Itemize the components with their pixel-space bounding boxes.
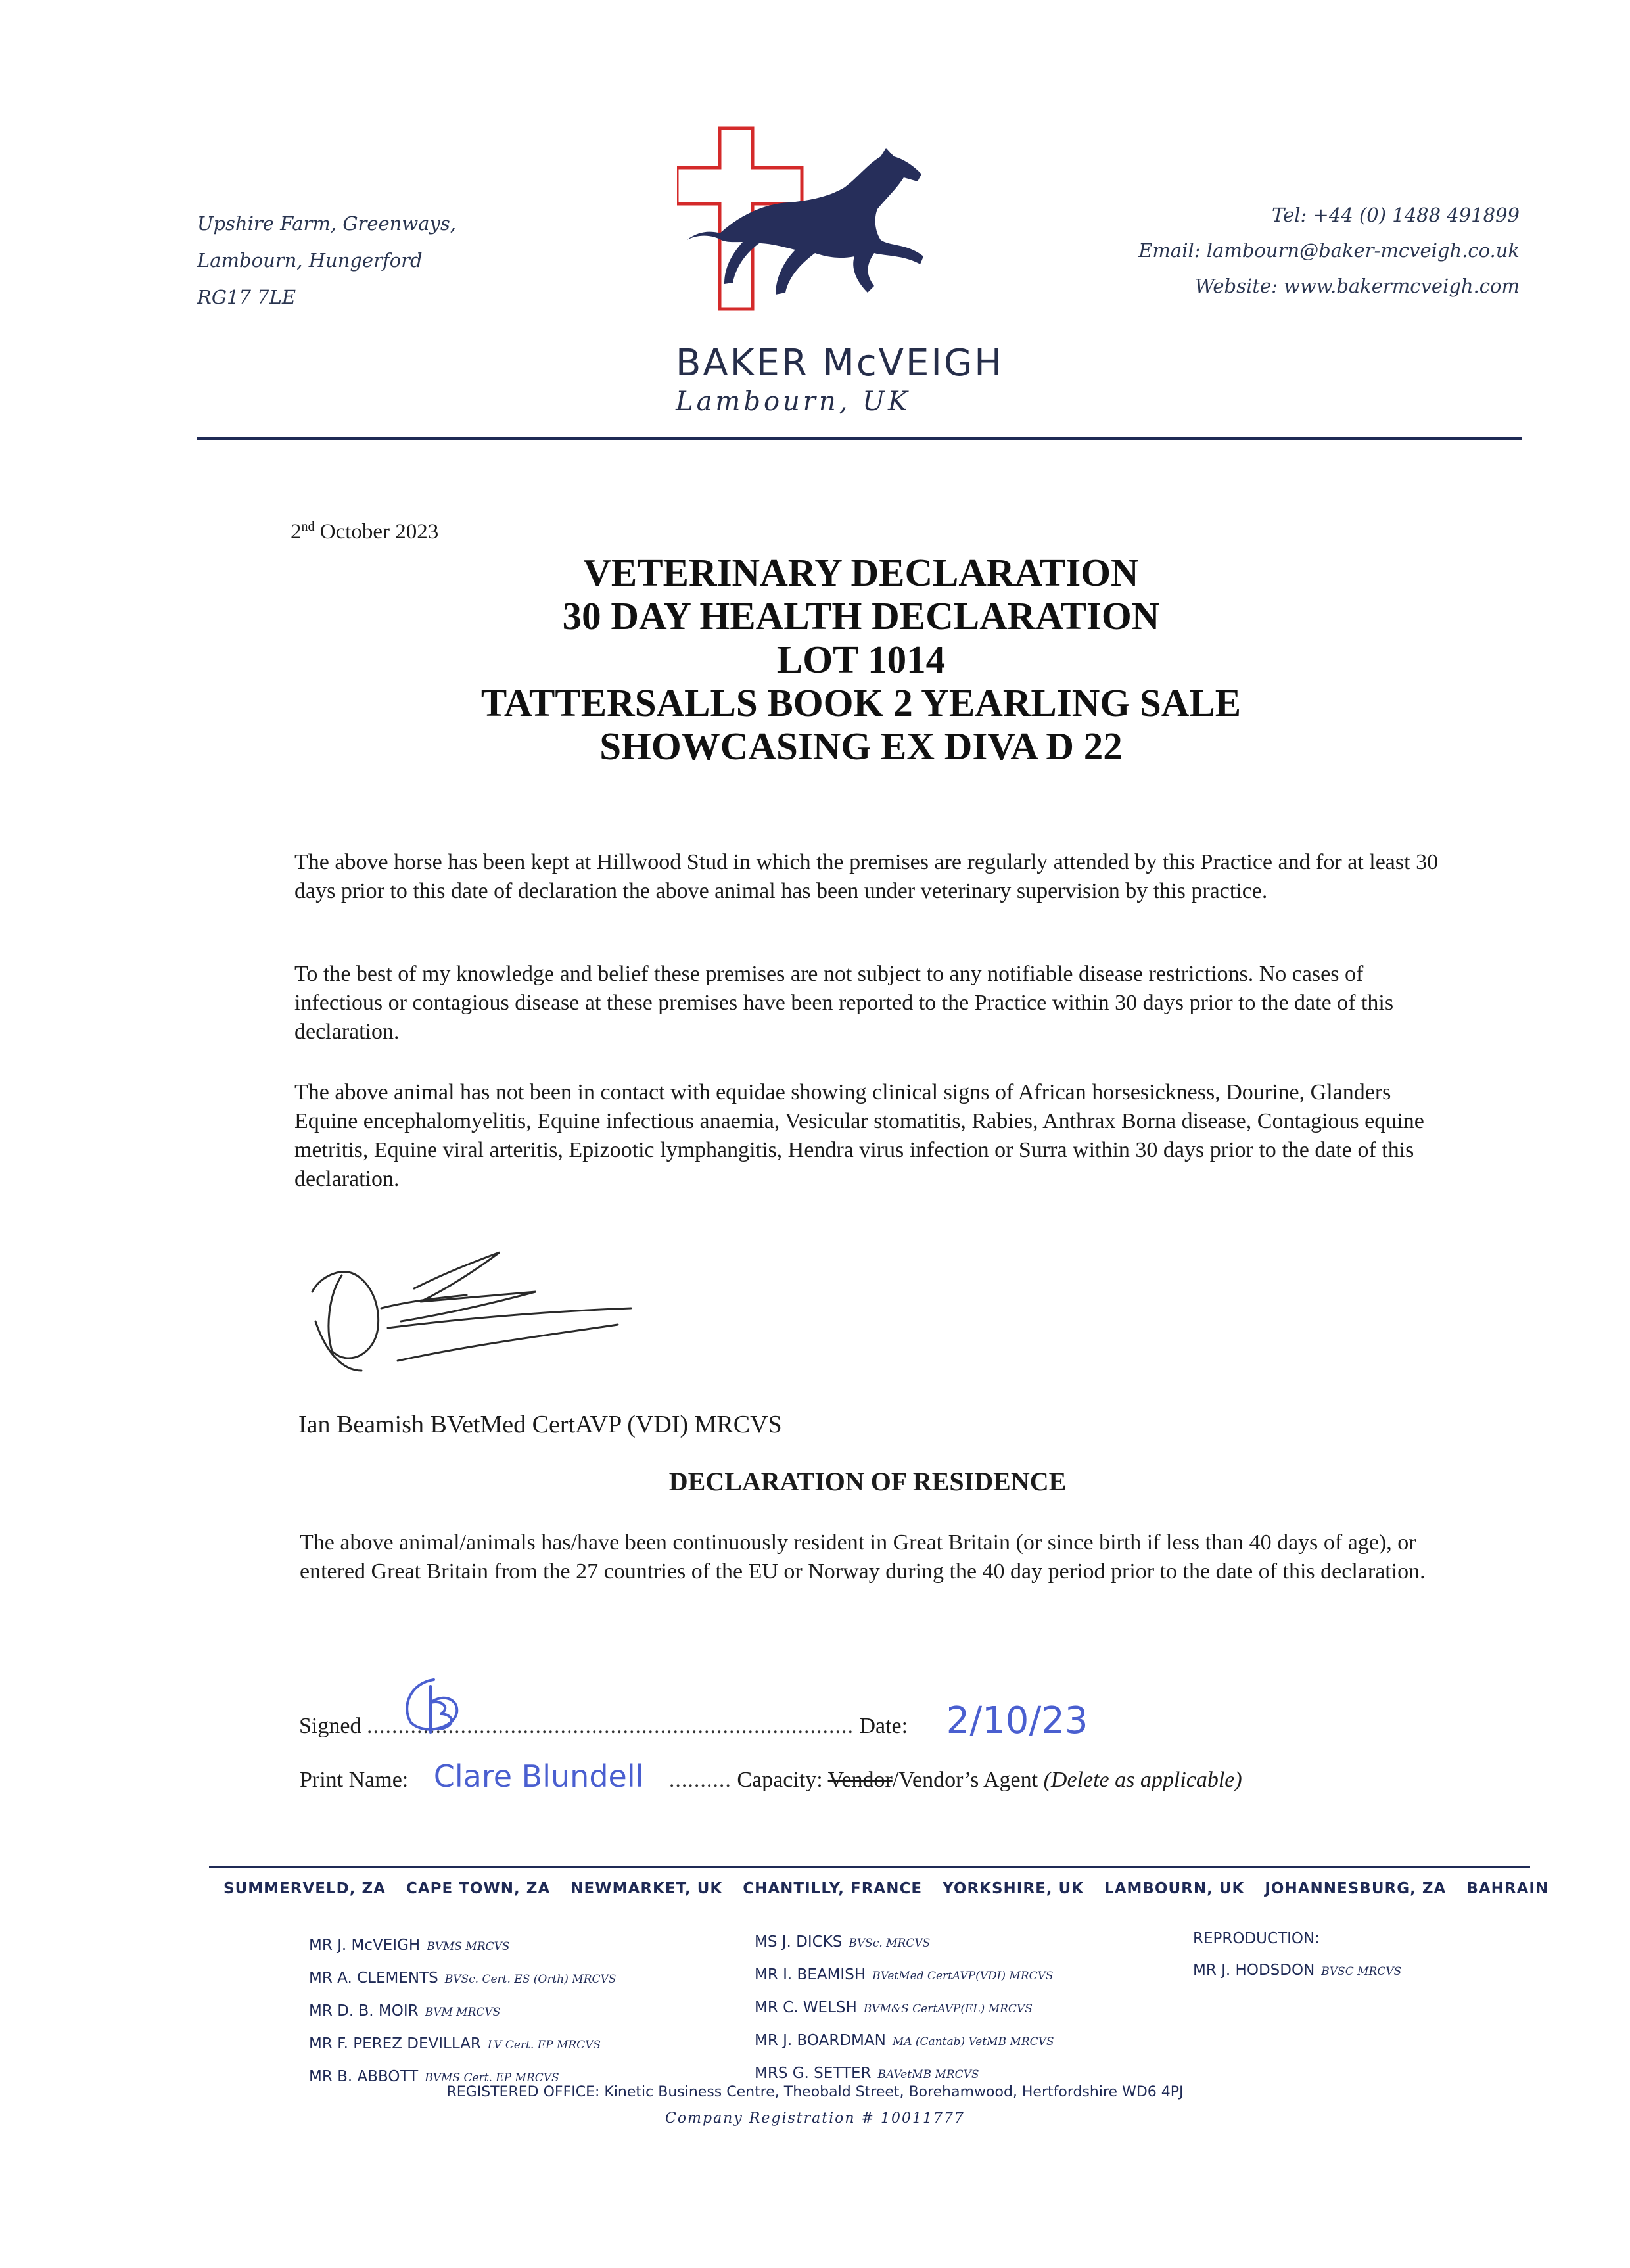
paragraph-contact-diseases: The above animal has not been in contact with equidae showing clinical signs of African horsesickness, Dourine, Glanders Equine encephalomyelitis, Equine infectious anaemia, Vesicular stomatitis, Rabies, Anthrax Borna disease, Contagious equine metritis, Equine viral arteritis, Epizootic lymphangitis, Hendra virus infection or Surra within 30 days prior to the date of this declaration. <box>294 1080 1424 1191</box>
location: BAHRAIN <box>1466 1880 1549 1897</box>
capacity-label: Capacity: <box>737 1768 823 1792</box>
galloping-horse-icon <box>716 148 923 295</box>
capacity-agent: /Vendor’s Agent <box>892 1768 1038 1792</box>
title-line: LOT 1014 <box>776 638 946 681</box>
location: YORKSHIRE, UK <box>943 1880 1084 1897</box>
staff-entry: MR I. BEAMISH BVetMed CertAVP(VDI) MRCVS <box>755 1966 1054 1983</box>
staff-column-reproduction <box>1193 1923 1401 1987</box>
handwritten-print-name: Clare Blundell <box>433 1759 644 1794</box>
date-rest: October 2023 <box>314 520 439 544</box>
capacity-vendor-struck: Vendor <box>827 1768 893 1792</box>
staff-column-1 <box>309 1929 616 2094</box>
staff-entry: MS J. DICKS BVSc. MRCVS <box>755 1933 931 1950</box>
location: NEWMARKET, UK <box>570 1880 723 1897</box>
location: LAMBOURN, UK <box>1104 1880 1245 1897</box>
address-line: Lambourn, Hungerford <box>197 249 423 272</box>
paragraph-supervision: The above horse has been kept at Hillwood Stud in which the premises are regularly attended by this Practice and for at least 30 days prior to this date of declaration the above animal has been under veterinary supervision by this practice. <box>294 850 1439 903</box>
staff-entry: MR B. ABBOTT BVMS Cert. EP MRCVS <box>309 2068 559 2085</box>
location: JOHANNESBURG, ZA <box>1265 1880 1447 1897</box>
capacity-note: (Delete as applicable) <box>1043 1768 1242 1792</box>
staff-column-2 <box>755 1926 1054 2091</box>
signed-dots: .............................................................................. <box>366 1714 854 1738</box>
contact-details <box>1020 197 1520 304</box>
staff-entry: MR D. B. MOIR BVM MRCVS <box>309 2002 501 2020</box>
office-locations <box>223 1880 1549 1897</box>
declaration-titles <box>355 551 1367 768</box>
address-line: Upshire Farm, Greenways, <box>197 212 456 235</box>
location: CAPE TOWN, ZA <box>406 1880 551 1897</box>
print-name-row <box>300 1759 1483 1794</box>
company-registration: Company Registration # 10011777 <box>665 2110 965 2127</box>
vet-signature <box>302 1236 644 1387</box>
address-line: RG17 7LE <box>197 286 296 308</box>
date-day: 2 <box>291 520 302 544</box>
signed-label: Signed <box>299 1714 361 1738</box>
title-line: 30 DAY HEALTH DECLARATION <box>562 594 1160 638</box>
header-divider <box>197 437 1522 440</box>
paragraph-disease-restrictions: To the best of my knowledge and belief these premises are not subject to any notifiable disease restrictions. No cases of infectious or contagious disease at these premises have been reported to the Practice within 30 days prior to the date of this declaration. <box>294 962 1394 1044</box>
brand-location: Lambourn, UK <box>676 387 911 417</box>
vet-name: Ian Beamish BVetMed CertAVP (VDI) MRCVS <box>298 1411 782 1438</box>
document-date <box>291 519 438 544</box>
reproduction-title: REPRODUCTION: <box>1193 1930 1320 1947</box>
contact-tel: Tel: +44 (0) 1488 491899 <box>1272 204 1520 226</box>
title-line: VETERINARY DECLARATION <box>583 551 1139 594</box>
contact-website: Website: www.bakermcveigh.com <box>1194 275 1520 297</box>
staff-entry: MR A. CLEMENTS BVSc. Cert. ES (Orth) MRCVS <box>309 1970 617 1987</box>
location: SUMMERVELD, ZA <box>223 1880 386 1897</box>
residence-text: The above animal/animals has/have been continuously resident in Great Britain (or since birth if less than 40 days of age), or entered Great Britain from the 27 countries of the EU or Norway during the 40 day period prior to the date of this declaration. <box>300 1530 1426 1584</box>
contact-email: Email: lambourn@baker-mcveigh.co.uk <box>1138 239 1520 262</box>
handwritten-date: 2/10/23 <box>946 1699 1088 1742</box>
vendor-initials-signature <box>394 1673 480 1739</box>
residence-title: DECLARATION OF RESIDENCE <box>668 1467 1067 1496</box>
print-name-dots: .......... <box>668 1768 732 1792</box>
staff-entry: MRS G. SETTER BAVetMB MRCVS <box>755 2065 979 2082</box>
footer-divider <box>209 1866 1530 1868</box>
brand-name: BAKER McVEIGH <box>676 342 1004 385</box>
title-line: SHOWCASING EX DIVA D 22 <box>599 724 1123 768</box>
date-suffix: nd <box>301 519 315 534</box>
staff-entry: MR J. BOARDMAN MA (Cantab) VetMB MRCVS <box>755 2032 1054 2049</box>
title-line: TATTERSALLS BOOK 2 YEARLING SALE <box>480 681 1242 724</box>
date-label: Date: <box>859 1714 908 1738</box>
staff-entry: MR F. PEREZ DEVILLAR LV Cert. EP MRCVS <box>309 2035 601 2052</box>
baker-mcveigh-logo <box>677 125 953 316</box>
location: CHANTILLY, FRANCE <box>743 1880 923 1897</box>
print-name-label: Print Name: <box>300 1768 409 1792</box>
staff-entry: MR J. McVEIGH BVMS MRCVS <box>309 1937 510 1954</box>
staff-entry: MR J. HODSDON BVSC MRCVS <box>1193 1962 1402 1979</box>
registered-office: REGISTERED OFFICE: Kinetic Business Centre, Theobald Street, Borehamwood, Hertfordshire WD6 4PJ <box>446 2084 1184 2100</box>
staff-entry: MR C. WELSH BVM&S CertAVP(EL) MRCVS <box>755 1999 1033 2016</box>
practice-address <box>197 205 539 316</box>
